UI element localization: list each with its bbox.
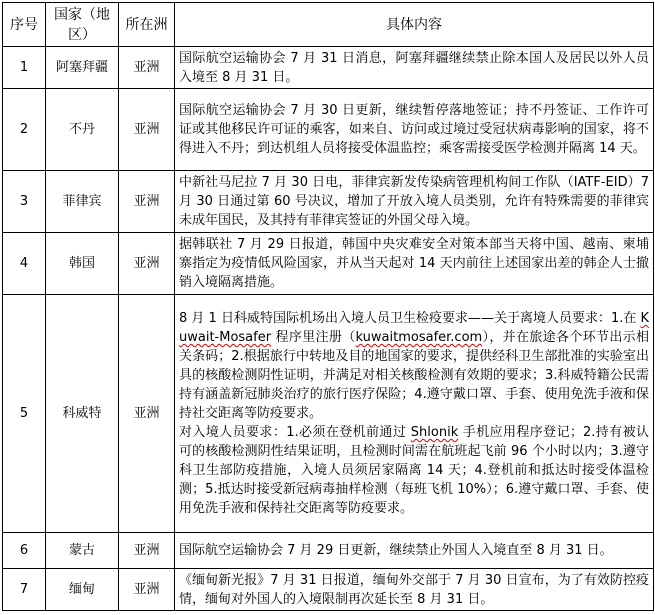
shlonik-app-name: Shlonik bbox=[410, 425, 459, 440]
row-country: 科威特 bbox=[46, 295, 119, 533]
row-content: 国际航空运输协会 7 月 29 日更新，继续禁止外国人入境直至 8 月 31 日。 bbox=[175, 533, 654, 569]
table-row bbox=[3, 89, 654, 171]
row-index: 4 bbox=[3, 233, 46, 295]
table-row bbox=[3, 295, 654, 533]
entry-restrictions-table bbox=[2, 2, 654, 611]
row-country: 不丹 bbox=[46, 89, 119, 171]
row-index: 1 bbox=[3, 47, 46, 89]
row-index: 7 bbox=[3, 569, 46, 611]
header-index: 序号 bbox=[3, 3, 46, 47]
kuwaitmosafer-site: kuwaitmosafer.com bbox=[355, 330, 483, 345]
table-row bbox=[3, 171, 654, 233]
row-country: 阿塞拜疆 bbox=[46, 47, 119, 89]
entry-requirements: 对入境人员要求：1.必须在登机前通过 Shlonik 手机应用程序登记；2.持有被认可的核酸检测阴性结果证明，且检测时间需在航班起飞前 96 个小时以内；3.遵守科卫生部防疫措施，入境人员须居家隔离 14 天；4.登机前和抵达时接受体温检测；5.抵达时接受新冠病毒抽样检测（每班飞机 10%）；6.遵守戴口罩、手套、使用免洗手液和保持社交距离等防疫要求。 bbox=[179, 425, 649, 516]
row-region: 亚洲 bbox=[119, 233, 175, 295]
row-region: 亚洲 bbox=[119, 89, 175, 171]
row-region: 亚洲 bbox=[119, 171, 175, 233]
row-content: 国际航空运输协会 7 月 31 日消息，阿塞拜疆继续禁止除本国人及居民以外人员入境至 8 月 31 日。 bbox=[175, 47, 654, 89]
row-content: 据韩联社 7 月 29 日报道，韩国中央灾难安全对策本部当天将中国、越南、柬埔寨指定为疫情低风险国家，并从当天起对 14 天内前往上述国家出差的韩企人士撤销入境隔离措施。 bbox=[175, 233, 654, 295]
table-row bbox=[3, 533, 654, 569]
row-index: 6 bbox=[3, 533, 46, 569]
table-row bbox=[3, 47, 654, 89]
row-index: 3 bbox=[3, 171, 46, 233]
row-region: 亚洲 bbox=[119, 569, 175, 611]
row-country: 韩国 bbox=[46, 233, 119, 295]
table-row bbox=[3, 233, 654, 295]
table-row bbox=[3, 569, 654, 611]
row-region: 亚洲 bbox=[119, 47, 175, 89]
row-country: 蒙古 bbox=[46, 533, 119, 569]
row-country: 菲律宾 bbox=[46, 171, 119, 233]
row-region: 亚洲 bbox=[119, 295, 175, 533]
header-region: 所在洲 bbox=[119, 3, 175, 47]
row-content: 中新社马尼拉 7 月 30 日电，菲律宾新发传染病管理机构间工作队（IATF-EID）7 月 30 日通过第 60 号决议，增加了开放入境人员类别，允许有特殊需要的菲律宾未成年国民，及其持有菲律宾签证的外国父母入境。 bbox=[175, 171, 654, 233]
row-content bbox=[175, 295, 654, 533]
row-content: 国际航空运输协会 7 月 30 日更新，继续暂停落地签证；持不丹签证、工作许可证或其他移民许可证的乘客，如来自、访问或过境过受冠状病毒影响的国家，将不得进入不丹；到达机组人员将接受体温监控；乘客需接受医学检测并隔离 14 天。 bbox=[175, 89, 654, 171]
row-country: 缅甸 bbox=[46, 569, 119, 611]
row-index: 5 bbox=[3, 295, 46, 533]
row-index: 2 bbox=[3, 89, 46, 171]
table-header-row bbox=[3, 3, 654, 47]
header-content: 具体内容 bbox=[175, 3, 654, 47]
header-country: 国家（地区） bbox=[46, 3, 119, 47]
exit-requirements: 8 月 1 日科威特国际机场出入境人员卫生检疫要求——关于离境人员要求：1.在 Kuwait-Mosafer 程序里注册（kuwaitmosafer.com），并在旅途各个环节出示相关条码；2.根据旅行中转地及目的地国家的要求，提供经科卫生部批准的实验室出具的核酸检测阴性证明，并满足对相关核酸检测有效期的要求；3.科威特籍公民需持有涵盖新冠肺炎治疗的旅行医疗保险；4.遵守戴口罩、手套、使用免洗手液和保持社交距离等防疫要求。 bbox=[179, 311, 650, 421]
row-region: 亚洲 bbox=[119, 533, 175, 569]
kuwait-mosafer-app-name: Kuwait-Mosafer bbox=[179, 311, 650, 345]
row-content: 《缅甸新光报》7 月 31 日报道，缅甸外交部于 7 月 30 日宣布，为了有效防控疫情，缅甸对外国人的入境限制再次延长至 8 月 31 日。 bbox=[175, 569, 654, 611]
